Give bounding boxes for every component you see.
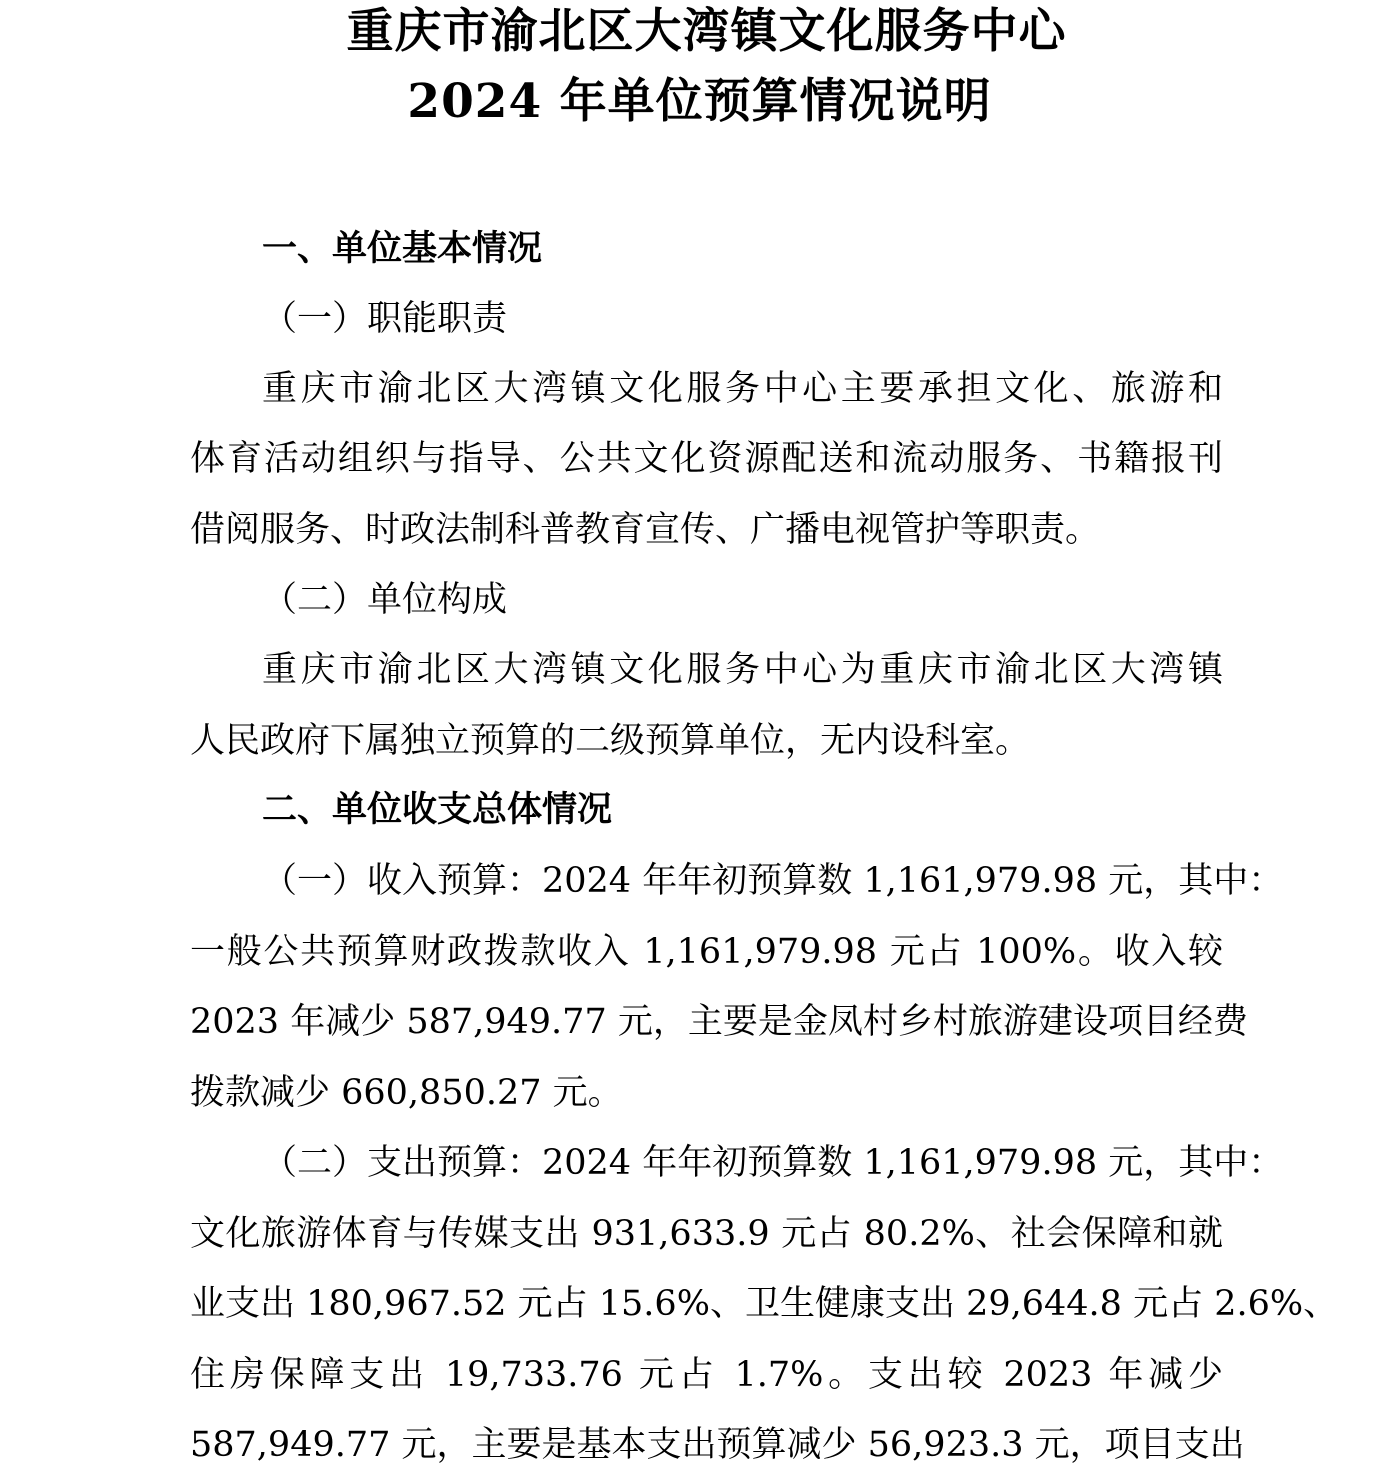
income-line: （一）收入预算：2024 年年初预算数 1,161,979.98 元，其中： — [262, 861, 1284, 901]
income-line: 拨款减少 660,850.27 元。 — [190, 1073, 623, 1113]
income-line: 一般公共预算财政拨款收入 1,161,979.98 元占 100%。收入较 — [190, 932, 1223, 972]
income-line: 2023 年减少 587,949.77 元，主要是金凤村乡村旅游建设项目经费 — [190, 1002, 1248, 1042]
expense-line: 住房保障支出 19,733.76 元占 1.7%。支出较 2023 年减少 — [190, 1355, 1223, 1395]
paragraph-line: 借阅服务、时政法制科普教育宣传、广播电视管护等职责。 — [190, 510, 1101, 550]
document-title-line-2: 2024 年单位预算情况说明 — [407, 74, 992, 129]
paragraph-line: 重庆市渝北区大湾镇文化服务中心主要承担文化、旅游和 — [262, 369, 1223, 409]
section-1-heading: 一、单位基本情况 — [262, 228, 543, 269]
document-title-line-1: 重庆市渝北区大湾镇文化服务中心 — [346, 4, 1067, 59]
expense-line: 业支出 180,967.52 元占 15.6%、卫生健康支出 29,644.8 元占 2.6%、 — [190, 1284, 1339, 1324]
sub-2-heading: （二）单位构成 — [262, 580, 508, 620]
paragraph-line: 人民政府下属独立预算的二级预算单位，无内设科室。 — [190, 721, 1031, 761]
section-2-heading: 二、单位收支总体情况 — [262, 789, 613, 830]
expense-line: 587,949.77 元，主要是基本支出预算减少 56,923.3 元，项目支出 — [190, 1425, 1245, 1465]
expense-line: （二）支出预算：2024 年年初预算数 1,161,979.98 元，其中： — [262, 1143, 1284, 1183]
expense-line: 文化旅游体育与传媒支出 931,633.9 元占 80.2%、社会保障和就 — [190, 1214, 1223, 1254]
sub-1-heading: （一）职能职责 — [262, 299, 508, 339]
paragraph-line: 重庆市渝北区大湾镇文化服务中心为重庆市渝北区大湾镇 — [262, 650, 1223, 690]
paragraph-line: 体育活动组织与指导、公共文化资源配送和流动服务、书籍报刊 — [190, 439, 1223, 479]
